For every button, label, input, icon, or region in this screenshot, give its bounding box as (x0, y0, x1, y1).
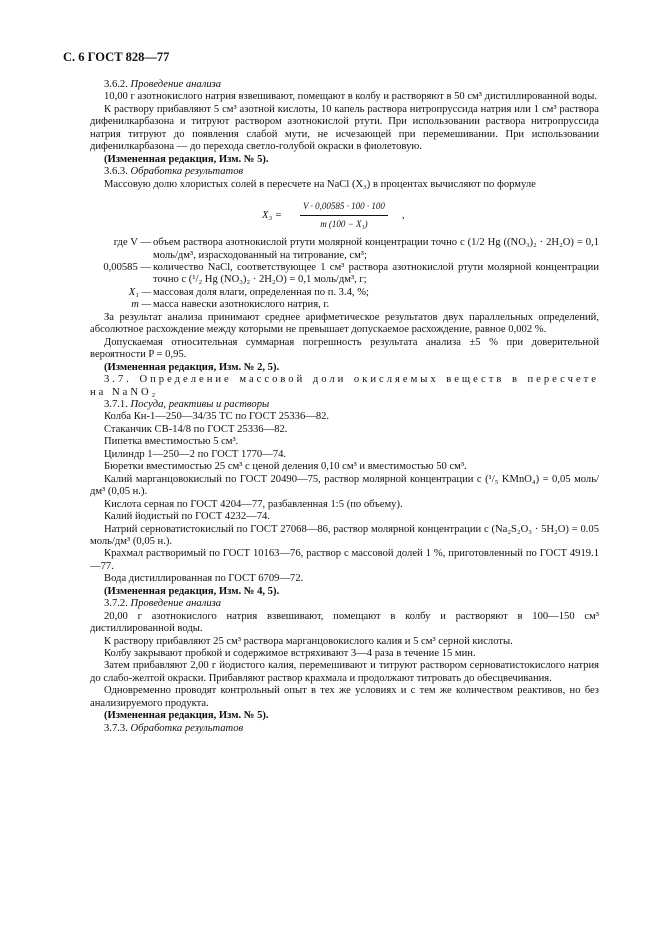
list-item: Бюретки вместимостью 25 см³ с ценой деления 0,10 см³ и вместимостью 50 см³. (104, 461, 467, 473)
section-number: 3.7.1. (104, 398, 128, 410)
section-title: Проведение анализа (130, 79, 222, 90)
section-3-7-heading: 3.7. Определение массовой доли окисляемых веществ в пересчете на NaNO₂ (90, 374, 599, 398)
where-term: где V — (113, 237, 151, 249)
list-item: Крахмал растворимый по ГОСТ 10163—76, раствор с массовой долей 1 %, приготовленный по ГОСТ 4919.1—77. (90, 548, 599, 572)
section-3-7-3-heading (90, 723, 599, 735)
list-item: Пипетка вместимостью 5 см³. (104, 436, 239, 448)
formula-numerator: V · 0,00585 · 100 · 100 (300, 200, 388, 215)
section-3-6-3-heading (90, 166, 599, 178)
where-term: m — (131, 299, 151, 311)
paragraph: Допускаемая относительная суммарная погрешность результата анализа ±5 % при доверительной вероятности P = 0,95. (90, 336, 599, 361)
section-number: 3.6.2. (104, 79, 128, 90)
where-term: X₁ — (128, 286, 151, 298)
edit-note: (Измененная редакция, Изм. № 5). (104, 710, 269, 722)
where-desc: объем раствора азотнокислой ртути молярной концентрации точно c (1/2 Hg ((NO₃)₂ · 2H₂O) = 0,1 моль/дм³, израсходованный на титрование, см³; (153, 237, 599, 261)
section-number: 3.6.3. (104, 166, 128, 178)
where-item-constant (90, 262, 599, 287)
paragraph: Затем прибавляют 2,00 г йодистого калия, перемешивают и титруют раствором серноватистокислого натрия до слабо-желтой окраски. Прибавляют раствор крахмала и продолжают титровать до обесцвечивания. (90, 660, 599, 684)
where-item-v (90, 237, 599, 262)
document-body (90, 79, 599, 735)
formula-lhs: X₃ = (262, 210, 282, 222)
paragraph: Одновременно проводят контрольный опыт в тех же условиях и с тем же количеством реактивов, но без анализируемого продукта. (90, 685, 599, 709)
section-number: 3.7.2. (104, 598, 128, 610)
list-item: Кислота серная по ГОСТ 4204—77, разбавленная 1:5 (по объему). (104, 498, 403, 510)
edit-note: (Измененная редакция, Изм. № 4, 5). (104, 585, 280, 597)
page-header: С. 6 ГОСТ 828—77 (63, 50, 170, 64)
edit-note: (Измененная редакция, Изм. № 2, 5). (104, 361, 280, 373)
formula (90, 197, 599, 233)
list-item: Цилиндр 1—250—2 по ГОСТ 1770—74. (104, 448, 287, 460)
where-desc: количество NaCl, соответствующее 1 см³ раствора азотнокислой ртути молярной концентрации точно c (¹/₂ Hg (NO₃)₂ · 2H₂O) = 0,1 моль/дм³, г; (153, 261, 599, 286)
list-item: Калий марганцовокислый по ГОСТ 20490—75, раствор молярной концентрации c (¹/₅ KMnO₄) = 0,05 моль/дм³ (0,05 н.). (90, 473, 599, 498)
where-term: 0,00585 — (103, 261, 151, 273)
section-number: 3.7.3. (104, 722, 128, 734)
paragraph: За результат анализа принимают среднее арифметическое результатов двух параллельных определений, абсолютное расхождение между которыми не превышает допускаемое расхождение, равное 0,002 %. (90, 311, 599, 336)
section-3-7-1-heading (90, 399, 599, 411)
section-title: Обработка результатов (130, 166, 244, 178)
paragraph: 10,00 г азотнокислого натрия взвешивают, помещают в колбу и растворяют в 50 см³ дистиллированной воды. (104, 91, 598, 103)
paragraph: Массовую долю хлористых солей в пересчете на NaCl (X₃) в процентах вычисляют по формуле (104, 178, 536, 190)
list-item: Натрий серноватистокислый по ГОСТ 27068—86, раствор молярной концентрации c (Na₂S₂O₃ · 5H₂O) = 0.05 моль/дм³ (0,05 н.). (90, 523, 599, 547)
where-item-x1 (90, 287, 599, 299)
paragraph: К раствору прибавляют 25 см³ раствора марганцовокислого калия и 5 см³ серной кислоты. (104, 635, 513, 647)
list-item: Стаканчик СВ-14/8 по ГОСТ 25336—82. (104, 423, 288, 435)
section-3-6-2-heading (90, 79, 599, 91)
formula-comma: , (402, 210, 405, 222)
list-item: Колба Кн-1—250—34/35 ТС по ГОСТ 25336—82. (104, 411, 330, 423)
where-desc: массовая доля влаги, определенная по п. 3.4, %; (153, 286, 369, 298)
formula-fraction (300, 200, 388, 230)
section-3-7-2-heading (90, 598, 599, 610)
where-item-m (90, 299, 599, 311)
section-title: Посуда, реактивы и растворы (130, 398, 270, 410)
edit-note: (Измененная редакция, Изм. № 5). (104, 153, 269, 165)
section-title: Проведение анализа (130, 598, 222, 610)
paragraph: К раствору прибавляют 5 см³ азотной кислоты, 10 капель раствора нитропруссида натрия или 1 см³ раствора дифенилкарбазона и титруют раствором азотнокислой ртути. При использовании раствора нитропруссида натрия титруют до появления слабой мути, не исчезающей при перемешивании. При использовании дифенилкарбазона — до перехода светло-голубой окраски в фиолетовую. (90, 103, 599, 153)
section-title: Обработка результатов (130, 722, 244, 734)
formula-denominator: m (100 − X₁) (320, 218, 368, 229)
where-desc: масса навески азотнокислого натрия, г. (153, 299, 330, 311)
paragraph: 20,00 г азотнокислого натрия взвешивают, помещают в колбу и растворяют в 100—150 см³ дистиллированной воды. (90, 610, 599, 635)
paragraph: Колбу закрывают пробкой и содержимое встряхивают 3—4 раза в течение 15 мин. (104, 648, 476, 660)
list-item: Калий йодистый по ГОСТ 4232—74. (104, 511, 270, 523)
list-item: Вода дистиллированная по ГОСТ 6709—72. (104, 573, 304, 585)
